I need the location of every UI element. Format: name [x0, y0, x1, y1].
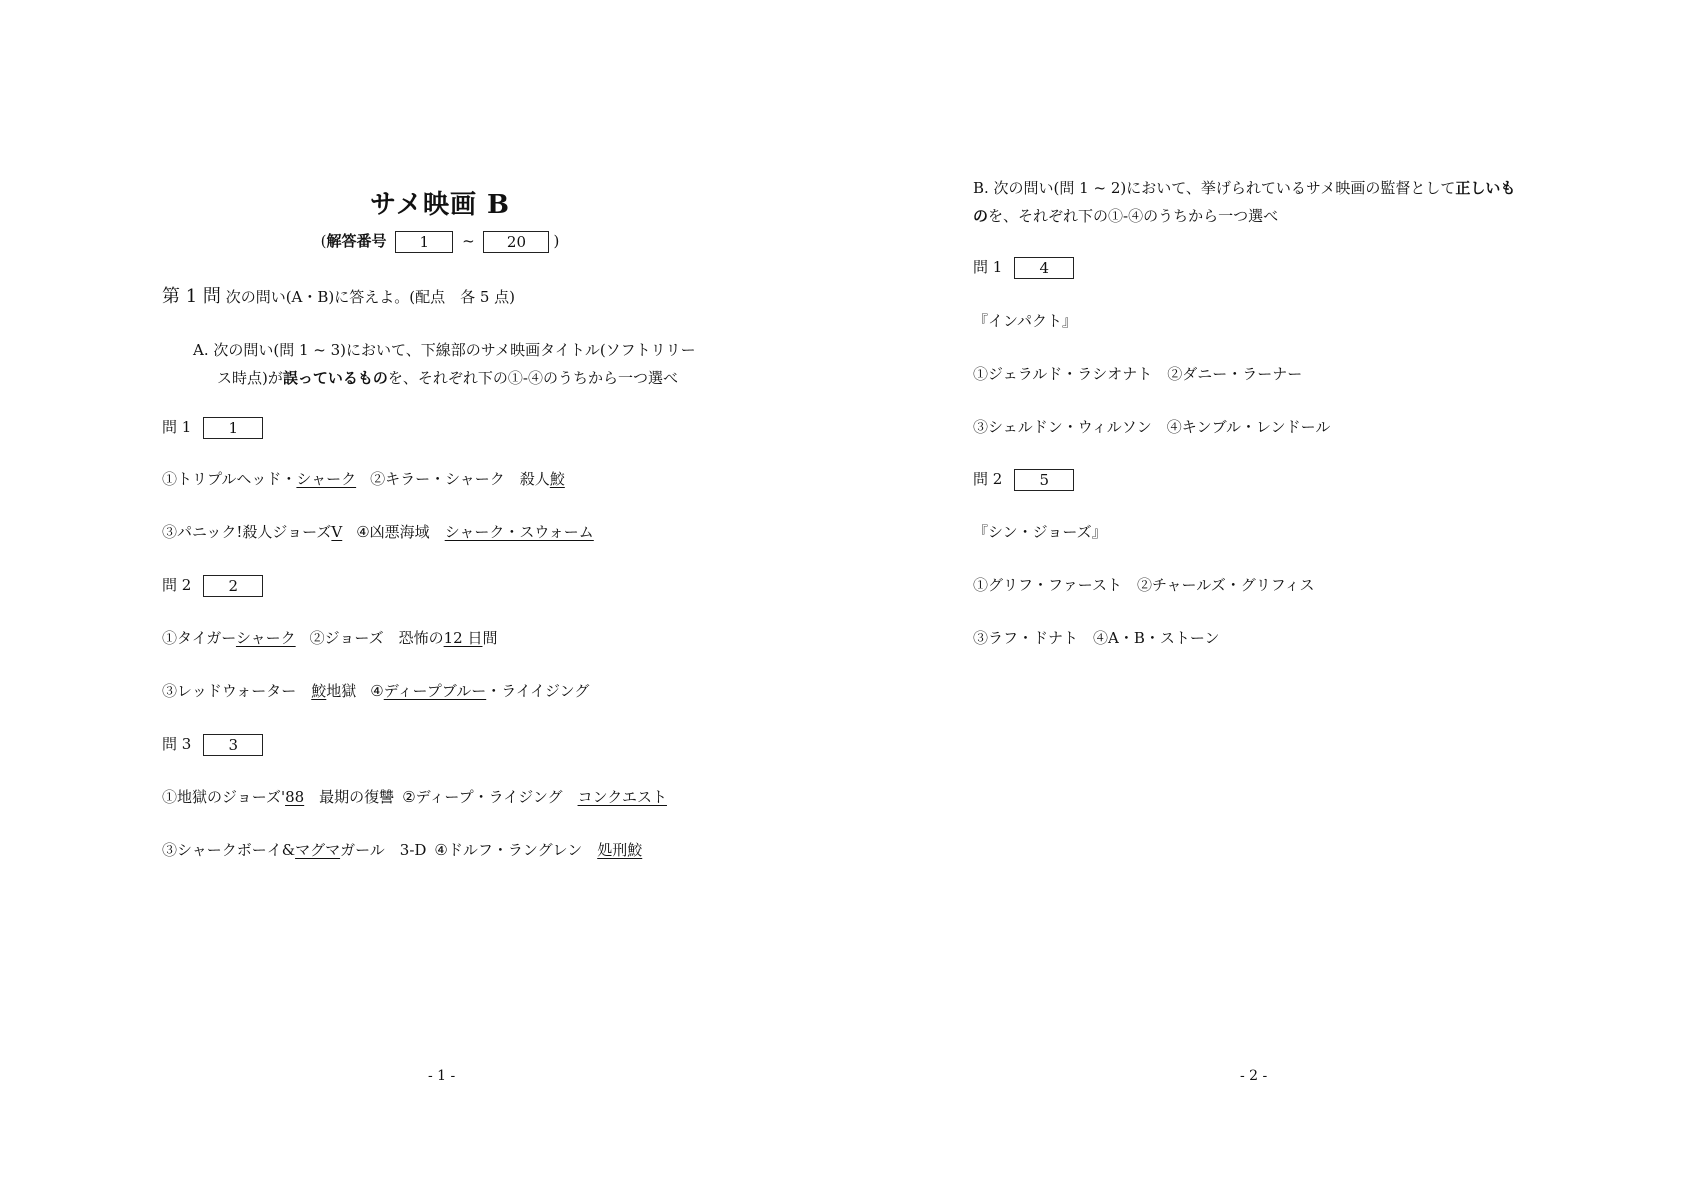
- answer-box: 1: [203, 417, 263, 439]
- answer-number-range: [0, 230, 880, 253]
- question-1-label: [162, 416, 263, 439]
- question-number: 問 1: [162, 418, 192, 436]
- answer-range-open-paren: (: [320, 232, 327, 250]
- part-b-emphasis-1: 正しいも: [1455, 179, 1516, 197]
- question-3-choices-row-2: [162, 839, 642, 860]
- answer-box: 5: [1014, 469, 1074, 491]
- page-title: サメ映画 B: [370, 190, 510, 220]
- right-question-1-choices-row-1: ①ジェラルド・ラシオナト ②ダニー・ラーナー: [973, 365, 1303, 383]
- part-b-emphasis-2: の: [973, 207, 989, 225]
- section-number: 第 1 問: [162, 286, 221, 307]
- question-number: 問 1: [973, 258, 1003, 276]
- question-3-choices-row-1: [162, 786, 667, 807]
- part-b-instruction: [973, 174, 1515, 230]
- part-a-line-2-post: を、それぞれ下の①-④のうちから一つ選べ: [387, 369, 678, 387]
- page-number-1: - 1 -: [428, 1068, 456, 1084]
- choice-3: ③レッドウォーター 鮫地獄: [162, 682, 357, 700]
- answer-range-close-paren: ): [553, 232, 560, 250]
- choice-2: ②キラー・シャーク 殺人鮫: [370, 470, 565, 488]
- right-question-2-label: [973, 468, 1074, 491]
- choice-3: ③シャークボーイ&マグマガール 3-D: [162, 841, 427, 859]
- question-number: 問 2: [162, 576, 192, 594]
- question-2-choices-row-2: [162, 680, 589, 701]
- choice-3: ③パニック!殺人ジョーズV: [162, 523, 343, 541]
- answer-box: 3: [203, 734, 263, 756]
- part-a-line-2-pre: ス時点)が: [217, 369, 283, 387]
- question-number: 問 3: [162, 735, 192, 753]
- question-2-choices-row-1: [162, 627, 497, 648]
- right-question-1-label: [973, 256, 1074, 279]
- right-question-2-choices-row-1: ①グリフ・ファースト ②チャールズ・グリフィス: [973, 576, 1315, 594]
- choice-2: ②ジョーズ 恐怖の12 日間: [309, 629, 498, 647]
- choice-2: ②ディープ・ライジング コンクエスト: [402, 788, 667, 806]
- part-b-line-1: [973, 174, 1515, 202]
- part-a-line-1: A. 次の問い(問 1 ~ 3)において、下線部のサメ映画タイトル(ソフトリリー: [193, 341, 696, 359]
- answer-range-end-box: 20: [483, 231, 549, 253]
- choice-4: ④ドルフ・ラングレン 処刑鮫: [434, 841, 643, 859]
- choice-1: ①タイガーシャーク: [162, 629, 296, 647]
- right-question-1-film: 『インパクト』: [973, 312, 1077, 330]
- answer-range-start-box: 1: [395, 231, 453, 253]
- choice-4: ④凶悪海域 シャーク・スウォーム: [356, 523, 594, 541]
- question-1-choices-row-1: [162, 468, 565, 489]
- part-a-line-2: [193, 364, 696, 392]
- part-b-line-2: [973, 202, 1515, 230]
- choice-1: ①トリプルヘッド・シャーク: [162, 470, 357, 488]
- question-3-label: [162, 733, 263, 756]
- part-b-line-1-pre: B. 次の問い(問 1 ~ 2)において、挙げられているサメ映画の監督として: [973, 179, 1456, 197]
- answer-range-label: 解答番号: [326, 232, 387, 250]
- question-2-label: [162, 574, 263, 597]
- choice-4: ④ディープブルー・ライイジング: [370, 682, 590, 700]
- answer-box: 2: [203, 575, 263, 597]
- part-b-line-2-post: を、それぞれ下の①-④のうちから一つ選べ: [988, 207, 1279, 225]
- question-1-choices-row-2: [162, 521, 594, 542]
- part-a-emphasis: 誤っているもの: [282, 369, 388, 387]
- page-number-2: - 2 -: [1240, 1068, 1268, 1084]
- right-question-2-film: 『シン・ジョーズ』: [973, 523, 1107, 541]
- section-heading: [162, 282, 515, 308]
- right-question-1-choices-row-2: ③シェルドン・ウィルソン ④キンブル・レンドール: [973, 418, 1331, 436]
- answer-box: 4: [1014, 257, 1074, 279]
- section-text: 次の問い(A・B)に答えよ。(配点 各 5 点): [225, 288, 516, 306]
- part-a-instruction: [193, 336, 696, 392]
- question-number: 問 2: [973, 470, 1003, 488]
- choice-1: ①地獄のジョーズ'88 最期の復讐: [162, 788, 395, 806]
- right-question-2-choices-row-2: ③ラフ・ドナト ④A・B・ストーン: [973, 629, 1220, 647]
- answer-range-tilde: ~: [462, 232, 475, 250]
